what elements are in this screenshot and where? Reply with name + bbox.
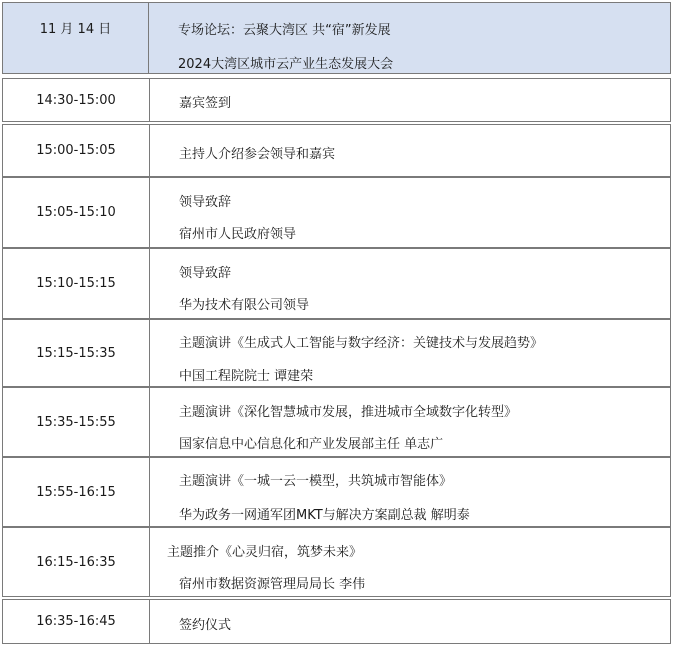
- time-cell: 15:05-15:10: [3, 178, 150, 247]
- item-title: 主题推介《心灵归宿，筑梦未来》: [167, 545, 363, 560]
- time-cell: 16:35-16:45: [3, 600, 150, 643]
- item-cell: [150, 600, 670, 643]
- item-speaker: 中国工程院院士 谭建荣: [179, 369, 314, 384]
- item-cell: [150, 249, 670, 318]
- item-title: 主题演讲《深化智慧城市发展，推进城市全域数字化转型》: [179, 405, 518, 420]
- time-cell: 14:30-15:00: [3, 79, 150, 121]
- table-row: [2, 248, 671, 319]
- item-cell: [150, 178, 670, 247]
- table-row: [2, 387, 671, 457]
- time-cell: 15:15-15:35: [3, 320, 150, 386]
- conference-title: 2024大湾区城市云产业生态发展大会: [178, 57, 394, 72]
- item-title: 主题演讲《生成式人工智能与数字经济：关键技术与发展趋势》: [179, 336, 544, 351]
- item-title: 领导致辞: [179, 195, 232, 210]
- item-cell: [150, 388, 670, 456]
- forum-title: 专场论坛：云聚大湾区 共“宿”新发展: [178, 23, 391, 38]
- item-title: 主持人介绍参会领导和嘉宾: [179, 147, 336, 162]
- item-cell: [150, 320, 670, 386]
- time-cell: 15:35-15:55: [3, 388, 150, 456]
- time-cell: 15:10-15:15: [3, 249, 150, 318]
- item-speaker: 宿州市人民政府领导: [179, 227, 297, 242]
- item-cell: [150, 458, 670, 526]
- item-title: 主题演讲《一城一云一模型，共筑城市智能体》: [179, 474, 453, 489]
- item-speaker: 国家信息中心信息化和产业发展部主任 单志广: [179, 437, 444, 452]
- item-title: 嘉宾签到: [179, 96, 232, 111]
- time-cell: 16:15-16:35: [3, 528, 150, 596]
- table-row: [2, 599, 671, 644]
- table-row: [2, 78, 671, 122]
- item-cell: [150, 528, 670, 596]
- table-row: [2, 177, 671, 248]
- item-speaker: 宿州市数据资源管理局局长 李伟: [179, 577, 366, 592]
- header-row: [2, 2, 671, 74]
- table-row: [2, 457, 671, 527]
- agenda-table: [2, 2, 673, 644]
- header-content: [149, 3, 670, 73]
- table-row: [2, 527, 671, 597]
- time-cell: 15:55-16:15: [3, 458, 150, 526]
- item-speaker: 华为政务一网通军团MKT与解决方案副总裁 解明泰: [179, 508, 470, 523]
- table-row: [2, 319, 671, 387]
- item-speaker: 华为技术有限公司领导: [179, 298, 310, 313]
- time-cell: 15:00-15:05: [3, 125, 150, 176]
- item-title: 签约仪式: [179, 618, 232, 633]
- header-date: 11 月 14 日: [3, 3, 149, 73]
- item-cell: [150, 125, 670, 176]
- item-title: 领导致辞: [179, 266, 232, 281]
- item-cell: [150, 79, 670, 121]
- table-row: [2, 124, 671, 177]
